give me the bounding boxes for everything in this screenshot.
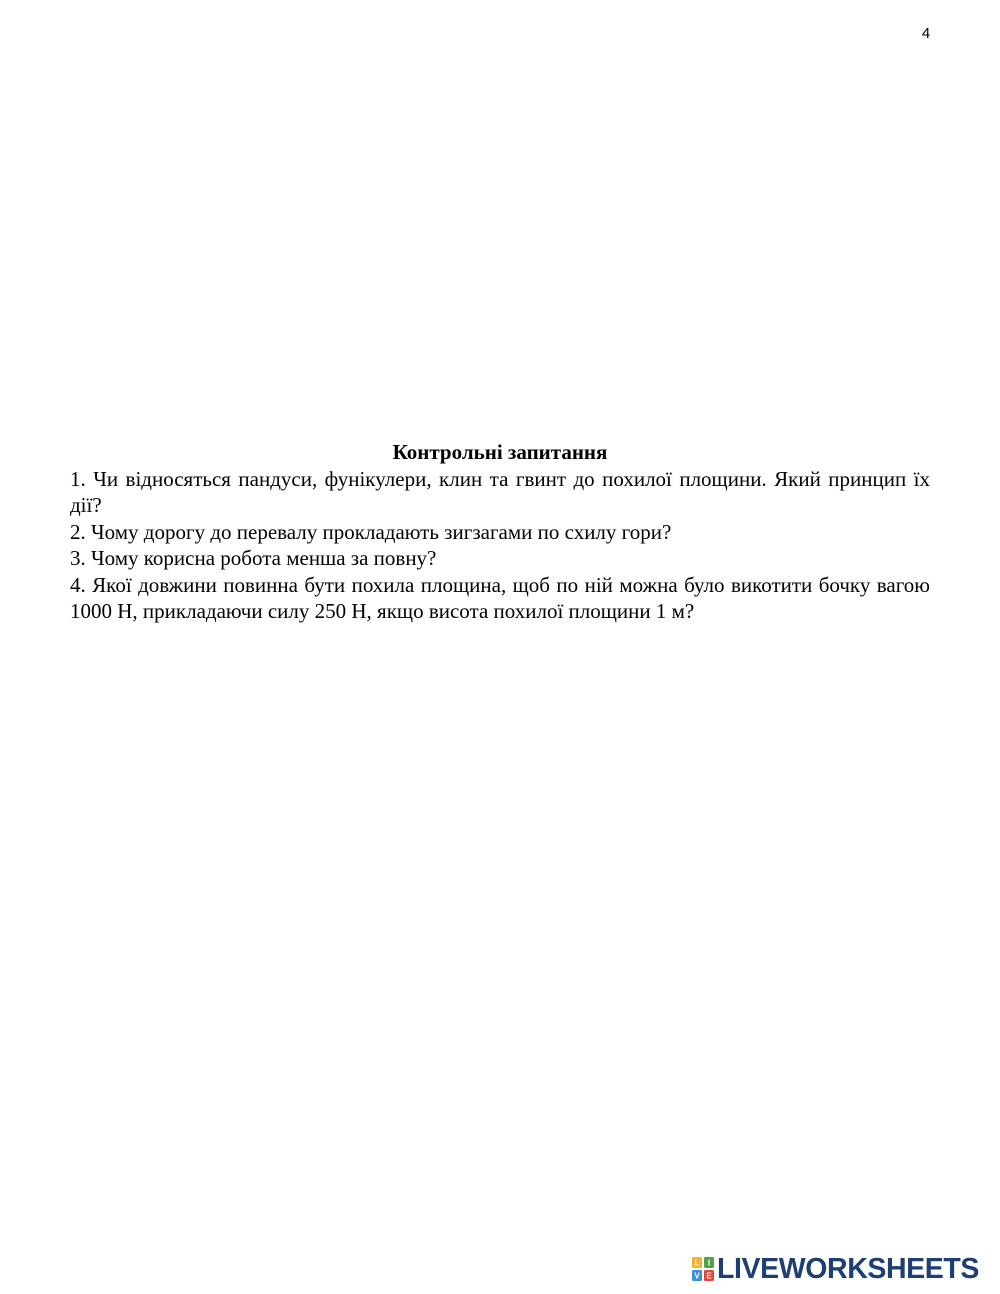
liveworksheets-logo [692, 1252, 979, 1286]
logo-tile-v-letter: V [694, 1271, 700, 1281]
question-item: 3. Чому корисна робота менша за повну? [70, 546, 437, 570]
logo-wordmark: LIVEWORKSHEETS [717, 1253, 980, 1285]
logo-tile-l-letter: L [694, 1258, 700, 1268]
logo-tile-i-letter: I [707, 1258, 711, 1268]
question-item: 2. Чому дорогу до перевалу прокладають зигзагами по схилу гори? [70, 519, 672, 544]
section-title: Контрольні запитання [392, 440, 608, 464]
question-item: 1. Чи відносяться пандуси, фунікулери, клин та гвинт до похилої площини. Який принцип їх дії? [70, 466, 930, 517]
logo-tile-e-letter: E [706, 1271, 712, 1281]
question-item: 4. Якої довжини повинна бути похила площина, щоб по ній можна було викотити бочку вагою 1000 Н, прикладаючи силу 250 Н, якщо висота похилої площини 1 м? [70, 572, 930, 623]
page-number: 4 [921, 25, 931, 42]
liveworksheets-mark-icon [692, 1257, 714, 1281]
control-questions-section [70, 439, 930, 625]
